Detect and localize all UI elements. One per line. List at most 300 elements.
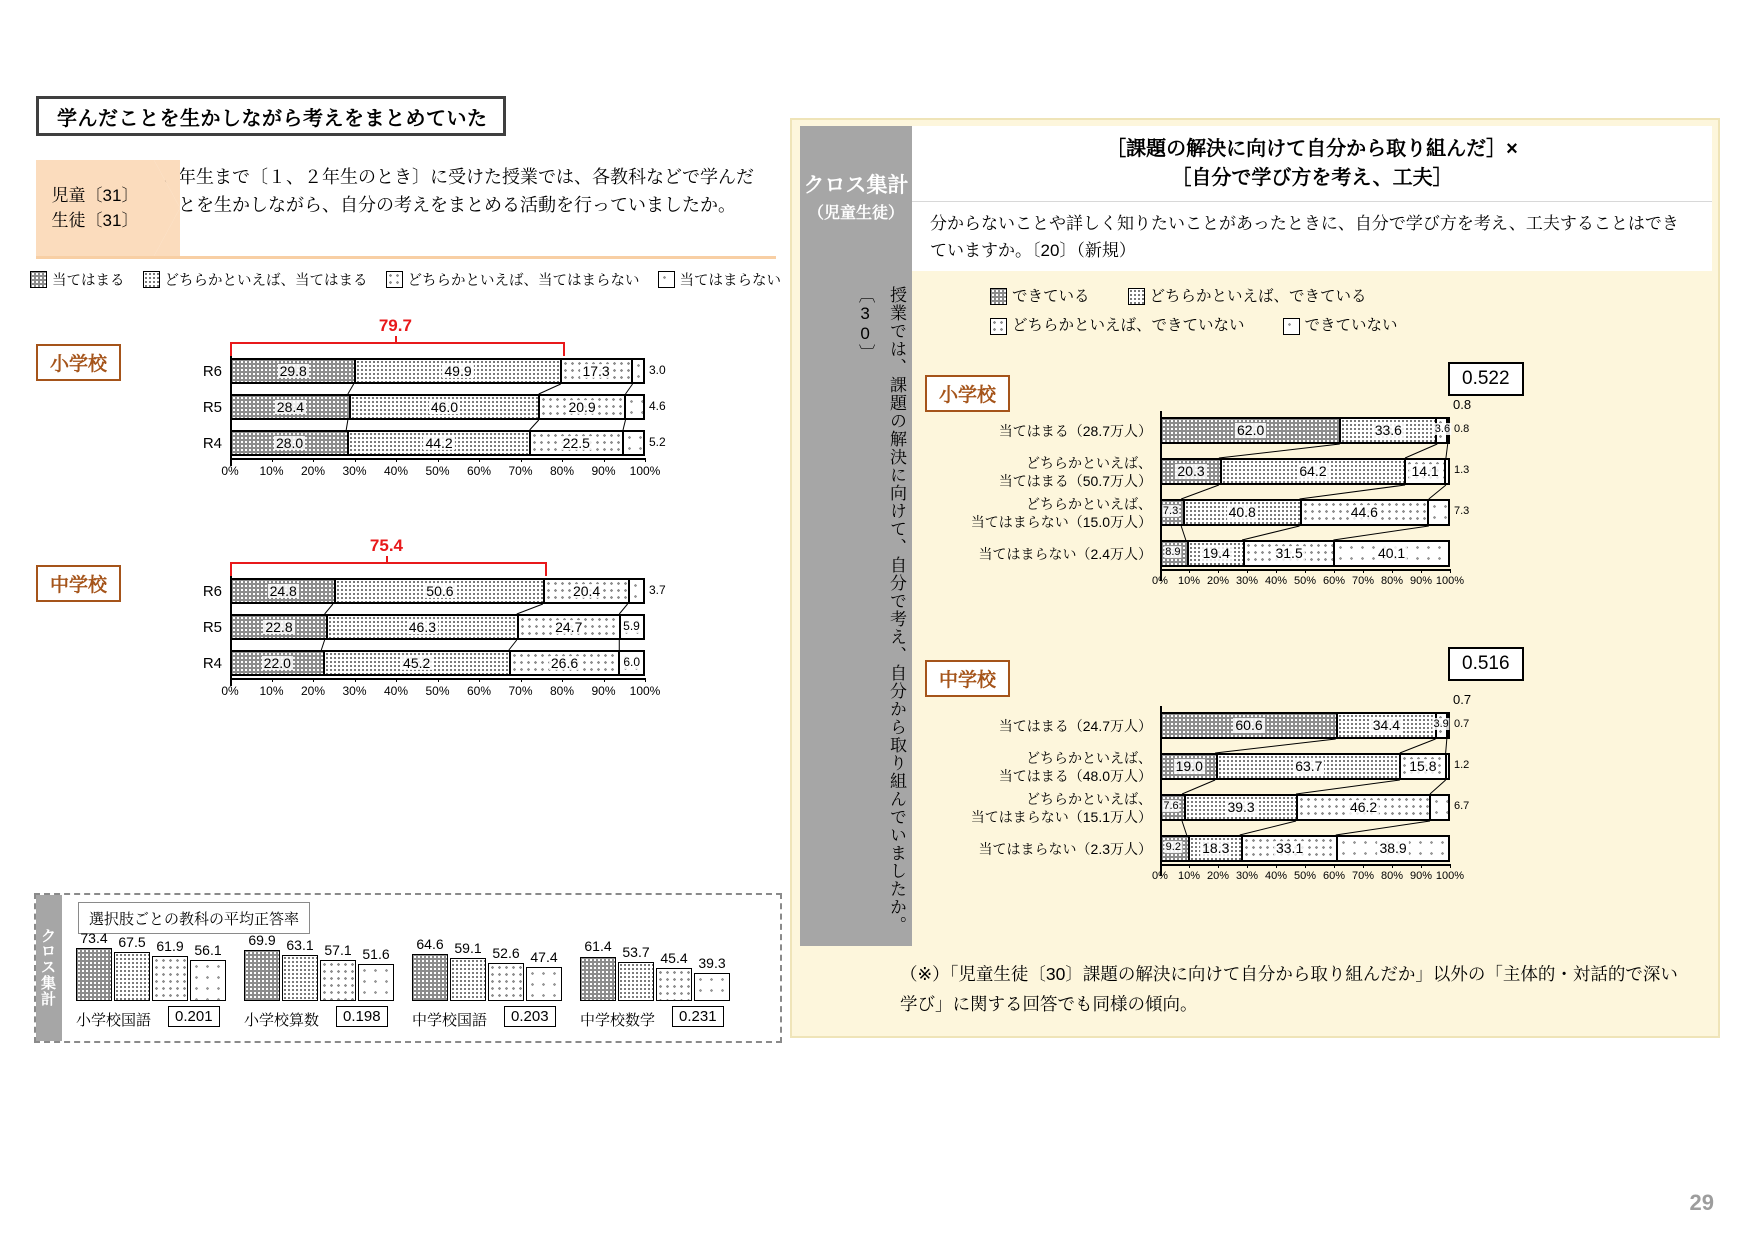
x-axis-tick-label: 40% <box>1264 870 1288 882</box>
bar-segment-value: 46.3 <box>408 618 437 635</box>
legend-label-3: 当てはまらない <box>679 272 781 289</box>
crosstab-bar <box>114 952 150 1001</box>
bar-segment <box>1445 755 1448 778</box>
bar-segment <box>1162 419 1339 442</box>
bar-row-label: R4 <box>202 654 222 672</box>
bar-segment <box>232 580 334 602</box>
bar-segment-value-outside: 4.6 <box>649 399 666 413</box>
legend-right-label-3: できていない <box>1304 317 1398 335</box>
x-axis-tick <box>1247 569 1248 573</box>
crosstab-group-label: 小学校国語 <box>76 1012 152 1029</box>
legend-label-1: どちらかといえば、当てはまる <box>164 272 368 289</box>
x-axis-tick-label: 90% <box>1409 575 1433 587</box>
x-axis-tick <box>438 458 439 462</box>
bar-row-label: どちらかといえば、 当てはまる（48.0万人） <box>998 749 1152 784</box>
bar-segment-value: 40.1 <box>1377 545 1406 562</box>
bar-segment <box>232 432 347 454</box>
bar-segment <box>1444 460 1448 483</box>
crosstab-coefficient: 0.231 <box>672 1006 724 1027</box>
chart-left-primary <box>190 316 670 478</box>
bar-segment-value: 19.0 <box>1175 758 1203 775</box>
school-tag-junior-right <box>925 660 1010 697</box>
bar-segment <box>543 580 627 602</box>
bar-segment-value: 28.4 <box>276 398 305 415</box>
school-tag-junior-right-label: 中学校 <box>925 660 1010 697</box>
bar-row <box>1160 499 1450 526</box>
bar-row-label: R5 <box>202 398 222 416</box>
crosstab-bar <box>152 956 188 1001</box>
crosstab-chart <box>70 929 775 1040</box>
bar-segment <box>232 360 354 382</box>
crosstab-bar <box>76 948 112 1001</box>
crosstab-bar-value: 63.1 <box>286 937 314 954</box>
x-axis-tick-label: 30% <box>1235 870 1259 882</box>
x-axis-tick-label: 70% <box>508 684 533 698</box>
bar-segment <box>560 360 631 382</box>
highlight-brace-stem <box>395 336 397 343</box>
x-axis-tick <box>1363 569 1364 573</box>
question-tag-line1: 児童〔31〕 <box>51 185 139 205</box>
x-axis-tick-label: 90% <box>591 684 616 698</box>
bar-segment-value: 15.8 <box>1409 758 1437 775</box>
bar-row-label: どちらかといえば、 当てはまる（50.7万人） <box>998 454 1152 489</box>
x-axis-tick-label: 60% <box>466 684 492 698</box>
crosstab-bar-value: 61.4 <box>584 938 612 955</box>
bar-segment <box>529 432 622 454</box>
school-tag-junior-left-label: 中学校 <box>36 565 121 602</box>
crosstab-bar <box>694 973 730 1001</box>
bar-segment-value: 19.4 <box>1202 545 1230 562</box>
x-axis-tick-label: 20% <box>1206 870 1230 882</box>
bar-segment <box>1399 755 1444 778</box>
x-axis-tick-label: 60% <box>1322 870 1346 882</box>
bar-segment <box>1429 796 1448 819</box>
x-axis-tick <box>313 678 314 682</box>
crosstab-side-label: ク ロ ス 集 計 <box>36 895 62 1041</box>
x-axis-tick <box>604 678 605 682</box>
crosstab-bar <box>656 968 692 1001</box>
right-header <box>912 126 1712 201</box>
question-tag-line2: 生徒〔31〕 <box>51 211 139 230</box>
x-axis-tick <box>479 678 480 682</box>
legend-swatch-icon-1 <box>143 271 160 288</box>
crosstab-bar-value: 73.4 <box>80 929 108 946</box>
bar-row <box>230 394 645 420</box>
bar-segment-value-outside: 7.3 <box>1454 504 1470 517</box>
x-axis-tick <box>562 458 563 462</box>
x-axis-tick-label: 70% <box>508 464 533 478</box>
crosstab-coefficient: 0.201 <box>168 1006 220 1027</box>
x-axis-tick-label: 70% <box>1351 575 1375 587</box>
legend-item-3 <box>658 269 782 290</box>
bar-row <box>230 358 645 384</box>
bar-row <box>1160 712 1450 739</box>
bar-segment <box>326 616 517 638</box>
bar-segment <box>1162 460 1220 483</box>
bar-segment-value: 22.0 <box>263 654 291 671</box>
bar-segment-value-outside: 0.7 <box>1454 717 1470 730</box>
bar-segment-value: 50.6 <box>426 582 454 599</box>
bar-segment <box>1243 542 1333 565</box>
legend-item-1 <box>143 269 368 290</box>
x-axis-tick-label: 10% <box>259 464 284 478</box>
bar-segment <box>1427 501 1448 524</box>
school-tag-primary-left-label: 小学校 <box>36 344 121 381</box>
bar-segment-value: 63.7 <box>1295 758 1323 775</box>
bar-segment-value: 62.0 <box>1237 422 1265 439</box>
x-axis-tick <box>230 458 231 462</box>
crosstab-group-label: 中学校数学 <box>580 1012 656 1029</box>
right-subquestion: 分からないことや詳しく知りたいことがあったときに、自分で学び方を考え、工夫することはできていますか。〔20〕（新規） <box>912 201 1712 271</box>
crosstab-title-text: 選択肢ごとの教科の平均正答率 <box>88 910 299 928</box>
crosstab-bar-value: 47.4 <box>530 948 558 965</box>
legend-label-0: 当てはまる <box>52 272 125 289</box>
x-axis-tick <box>1334 864 1335 868</box>
bar-row-label: どちらかといえば、 当てはまらない（15.0万人） <box>970 495 1152 530</box>
legend-right <box>990 282 1510 341</box>
bar-row-label: R4 <box>202 434 222 452</box>
crosstab-bar <box>190 960 226 1001</box>
question-text: ５年生まで〔１、２年生のとき〕に受けた授業では、各教科などで学んだことを生かしながら、自分の考えをまとめる活動を行っていましたか。 <box>160 167 754 215</box>
legend-right-label-0: できている <box>1012 288 1090 305</box>
crosstab-title <box>78 902 310 934</box>
bar-row-label: どちらかといえば、 当てはまらない（15.1万人） <box>970 790 1152 825</box>
bar-row-label: R6 <box>202 582 222 600</box>
x-axis-tick <box>1450 864 1451 868</box>
legend-right-swatch-icon-2 <box>990 318 1007 335</box>
x-axis-tick-label: 50% <box>425 684 450 698</box>
bar-segment-value: 24.8 <box>269 582 297 599</box>
correlation-junior: 0.516 <box>1448 647 1524 681</box>
legend-right-label-1: どちらかといえば、できている <box>1149 288 1367 305</box>
bar-segment <box>628 580 643 602</box>
legend-swatch-icon-2 <box>386 271 403 288</box>
legend-right-swatch-icon-0 <box>990 288 1007 305</box>
x-axis-tick-label: 90% <box>591 464 616 478</box>
right-side-band-label <box>800 126 912 271</box>
legend-right-item-3 <box>1283 311 1398 340</box>
bar-segment-value: 20.3 <box>1177 463 1205 480</box>
legend-right-item-2 <box>990 311 1245 340</box>
bar-row <box>230 578 645 604</box>
bar-segment <box>517 616 619 638</box>
crosstab-bar-value: 67.5 <box>118 934 146 951</box>
bar-segment-value: 38.9 <box>1379 840 1407 857</box>
bar-segment-value: 18.3 <box>1202 840 1230 857</box>
x-axis-tick <box>479 458 480 462</box>
x-axis-tick-label: 50% <box>425 464 450 478</box>
crosstab-bar-value: 59.1 <box>454 940 482 957</box>
question-tag-arrow <box>154 160 180 256</box>
legend-right-item-1 <box>1128 282 1367 311</box>
x-axis-tick-label: 40% <box>1264 575 1288 587</box>
bar-row-label: 当てはまる（24.7万人） <box>998 717 1152 734</box>
x-axis-tick <box>438 678 439 682</box>
bar-segment-value-outside: 6.7 <box>1454 799 1470 812</box>
x-axis-tick-label: 20% <box>300 684 326 698</box>
bar-segment-value-outside: 5.2 <box>649 435 666 449</box>
bar-segment <box>1300 501 1428 524</box>
bar-row-label: 当てはまらない（2.3万人） <box>978 840 1152 857</box>
bar-row <box>230 650 645 676</box>
legend-label-2: どちらかといえば、当てはまらない <box>407 272 640 289</box>
bar-segment-value: 46.2 <box>1349 799 1378 816</box>
x-axis-tick <box>355 678 356 682</box>
bar-segment-value: 44.2 <box>425 434 453 451</box>
legend-right-swatch-icon-3 <box>1283 318 1300 335</box>
x-axis-tick-label: 100% <box>1435 870 1465 882</box>
x-axis-tick <box>1276 864 1277 868</box>
bar-segment-value: 20.9 <box>568 398 596 415</box>
bar-segment-value-outside: 3.6 <box>1434 422 1451 435</box>
legend-right-swatch-icon-1 <box>1128 288 1145 305</box>
bar-segment <box>1404 460 1444 483</box>
bar-segment <box>624 396 643 418</box>
bar-segment-value: 60.6 <box>1235 717 1263 734</box>
bar-segment-value-outside: 5.9 <box>623 619 640 633</box>
x-axis-tick-label: 10% <box>1177 870 1201 882</box>
bar-segment <box>232 652 323 674</box>
x-axis-tick-label: 100% <box>1435 575 1465 587</box>
x-axis-tick <box>1218 569 1219 573</box>
bar-segment <box>1339 419 1435 442</box>
right-side-band-sub: （児童生徒） <box>807 204 904 222</box>
crosstab-bar-value: 53.7 <box>622 944 650 961</box>
x-axis-tick <box>1421 569 1422 573</box>
bar-segment <box>1183 501 1300 524</box>
bar-segment-value-outside: 9.2 <box>1165 840 1181 853</box>
bar-segment <box>334 580 543 602</box>
x-axis-tick-label: 20% <box>1206 575 1230 587</box>
bar-row-label: R6 <box>202 362 222 380</box>
crosstab-bar <box>244 950 280 1001</box>
x-axis-tick-label: 40% <box>383 464 409 478</box>
crosstab-coefficient: 0.198 <box>336 1006 388 1027</box>
school-tag-primary-right-label: 小学校 <box>925 375 1010 412</box>
crosstab-bar <box>450 958 486 1001</box>
bar-segment <box>1216 755 1399 778</box>
right-header-line2: ［自分で学び方を考え、工夫］ <box>1171 166 1453 189</box>
chart-right-primary <box>960 397 1472 590</box>
bar-segment <box>538 396 624 418</box>
crosstab-bar <box>358 964 394 1001</box>
x-axis-tick <box>1450 569 1451 573</box>
bar-segment <box>1220 460 1404 483</box>
bar-segment-value: 33.1 <box>1275 840 1304 857</box>
bar-row-label: 当てはまる（28.7万人） <box>998 422 1152 439</box>
x-axis-tick-label: 60% <box>466 464 492 478</box>
crosstab-bar-value: 39.3 <box>698 954 726 971</box>
x-axis-tick <box>230 678 231 682</box>
right-note <box>900 960 1690 1020</box>
crosstab-bar-value: 52.6 <box>492 944 520 961</box>
highlight-value: 79.7 <box>378 316 412 335</box>
school-tag-primary-left <box>36 344 121 381</box>
bar-segment-value-outside: 7.3 <box>1162 504 1179 517</box>
x-axis-tick <box>1392 864 1393 868</box>
bar-segment-value: 40.8 <box>1228 504 1256 521</box>
crosstab-bar <box>320 960 356 1001</box>
bar-segment-value-outside: 1.3 <box>1454 463 1470 476</box>
bar-segment-value: 29.8 <box>279 362 307 379</box>
bar-segment-value: 22.8 <box>265 618 293 635</box>
x-axis-tick <box>313 458 314 462</box>
bar-segment-value-outside: 7.6 <box>1163 799 1179 812</box>
bar-segment <box>232 616 326 638</box>
highlight-brace-stem <box>386 556 388 563</box>
chart-right-junior <box>960 692 1472 885</box>
bar-row <box>1160 458 1450 485</box>
bar-segment-value: 17.3 <box>582 362 610 379</box>
x-axis-tick-label: 60% <box>1322 575 1346 587</box>
chart-left-junior <box>190 536 670 698</box>
bar-segment <box>1333 542 1448 565</box>
correlation-primary: 0.522 <box>1448 362 1524 396</box>
crosstab-bar <box>618 962 654 1001</box>
bar-segment <box>1162 755 1216 778</box>
x-axis-tick-label: 80% <box>549 464 575 478</box>
legend-swatch-icon-0 <box>30 271 47 288</box>
bar-row <box>1160 835 1450 862</box>
crosstab-group-label: 中学校国語 <box>412 1012 488 1029</box>
bar-segment-value: 39.3 <box>1227 799 1255 816</box>
x-axis-tick <box>645 678 646 682</box>
crosstab-coefficient: 0.203 <box>504 1006 556 1027</box>
crosstab-bar <box>580 957 616 1002</box>
x-axis-tick <box>1334 569 1335 573</box>
bar-segment <box>1188 837 1241 860</box>
crosstab-bar-value: 61.9 <box>156 938 184 955</box>
highlight-brace <box>230 562 547 576</box>
bar-row-label: 当てはまらない（2.4万人） <box>978 545 1152 562</box>
question-tag <box>36 160 154 256</box>
x-axis-tick-label: 90% <box>1409 870 1433 882</box>
bar-segment <box>1241 837 1336 860</box>
x-axis-tick-label: 0% <box>1152 870 1168 882</box>
bar-segment-value-outside: 1.2 <box>1454 758 1470 771</box>
bar-segment-value: 44.6 <box>1350 504 1378 521</box>
legend-right-label-2: どちらかといえば、できていない <box>1012 317 1245 335</box>
x-axis-tick-label: 40% <box>383 684 409 698</box>
x-axis-tick <box>521 678 522 682</box>
right-side-band-main: クロス集計 <box>803 174 909 198</box>
bar-segment <box>509 652 619 674</box>
bar-row <box>1160 753 1450 780</box>
right-note-text: （※）「児童生徒〔30〕課題の解決に向けて自分から取り組んだか」以外の「主体的・対話的で深い学び」に関する回答でも同様の傾向。 <box>900 964 1678 1014</box>
bar-segment-value: 20.4 <box>572 582 601 599</box>
page-title-text: 学んだことを生かしながら考えをまとめていた <box>57 107 488 130</box>
x-axis-tick <box>1363 864 1364 868</box>
crosstab-bar <box>526 967 562 1001</box>
x-axis-tick <box>521 458 522 462</box>
legend-right-item-0 <box>990 282 1090 311</box>
crosstab-bar <box>412 954 448 1001</box>
page-title <box>36 96 506 136</box>
x-axis-tick <box>1160 864 1161 868</box>
x-axis-tick-label: 30% <box>342 684 367 698</box>
x-axis-tick <box>1247 864 1248 868</box>
bar-segment <box>1184 796 1297 819</box>
x-axis-tick <box>1276 569 1277 573</box>
x-axis-tick <box>1305 569 1306 573</box>
bar-segment <box>1336 837 1448 860</box>
x-axis-tick-label: 80% <box>1380 575 1404 587</box>
x-axis-tick <box>604 458 605 462</box>
x-axis-tick-label: 50% <box>1293 575 1317 587</box>
bar-segment <box>323 652 509 674</box>
bar-segment <box>631 360 643 382</box>
legend-item-0 <box>30 269 125 290</box>
bar-segment-value-outside: 8.9 <box>1165 545 1181 558</box>
bar-segment <box>1162 714 1336 737</box>
x-axis-tick-label: 30% <box>1235 575 1259 587</box>
x-axis-tick-label: 0% <box>1152 575 1168 587</box>
bar-segment-value: 14.1 <box>1411 463 1439 480</box>
x-axis-tick <box>396 678 397 682</box>
crosstab-bar-value: 45.4 <box>660 950 688 967</box>
highlight-brace <box>230 342 565 356</box>
bar-segment <box>232 396 349 418</box>
bar-segment-value: 34.4 <box>1372 717 1401 734</box>
bar-segment-value-outside: 3.9 <box>1433 717 1449 730</box>
bar-segment <box>354 360 559 382</box>
crosstab-bar-value: 69.9 <box>248 932 276 949</box>
legend-item-2 <box>386 269 640 290</box>
bar-segment-value: 33.6 <box>1374 422 1402 439</box>
right-vertical-question: 授業では、課題の解決に向けて、自分で考え、自分から取り組んでいましたか。〔30〕 <box>855 286 906 934</box>
crosstab-group-label: 小学校算数 <box>244 1012 320 1029</box>
crosstab-bar-value: 57.1 <box>324 941 352 958</box>
bar-row <box>230 614 645 640</box>
bar-segment-value-outside: 0.7 <box>1453 692 1472 707</box>
x-axis-tick-label: 30% <box>342 464 367 478</box>
bar-segment <box>347 432 529 454</box>
bar-segment-value: 46.0 <box>430 398 459 415</box>
bar-segment <box>1187 542 1243 565</box>
x-axis-tick <box>562 678 563 682</box>
x-axis-tick-label: 80% <box>549 684 575 698</box>
page-number: 29 <box>1689 1190 1714 1215</box>
bar-segment-value: 28.0 <box>275 434 304 451</box>
bar-segment-value-outside: 3.0 <box>649 363 666 377</box>
x-axis-tick-label: 50% <box>1293 870 1317 882</box>
x-axis-tick <box>1189 864 1190 868</box>
highlight-value: 75.4 <box>369 536 403 555</box>
right-header-line1: ［課題の解決に向けて自分から取り組んだ］× <box>1106 137 1518 160</box>
bar-segment-value: 49.9 <box>444 362 472 379</box>
x-axis-tick <box>272 458 273 462</box>
x-axis-tick-label: 20% <box>300 464 326 478</box>
bar-row <box>1160 417 1450 444</box>
bar-segment-value: 24.7 <box>555 618 583 635</box>
x-axis-tick-label: 10% <box>1177 575 1201 587</box>
x-axis-tick-label: 0% <box>221 684 239 698</box>
x-axis-tick-label: 10% <box>259 684 284 698</box>
bar-row <box>1160 540 1450 567</box>
x-axis-tick <box>1305 864 1306 868</box>
x-axis-tick-label: 0% <box>221 464 239 478</box>
x-axis-tick <box>1218 864 1219 868</box>
crosstab-bar <box>282 955 318 1001</box>
x-axis-tick-label: 100% <box>629 684 661 698</box>
bar-segment-value-outside: 0.8 <box>1454 422 1470 435</box>
x-axis-tick-label: 70% <box>1351 870 1375 882</box>
x-axis-tick <box>1189 569 1190 573</box>
bar-row-label: R5 <box>202 618 222 636</box>
bar-segment <box>622 432 643 454</box>
bar-segment-value: 64.2 <box>1299 463 1327 480</box>
bar-segment-value-outside: 3.7 <box>649 583 666 597</box>
